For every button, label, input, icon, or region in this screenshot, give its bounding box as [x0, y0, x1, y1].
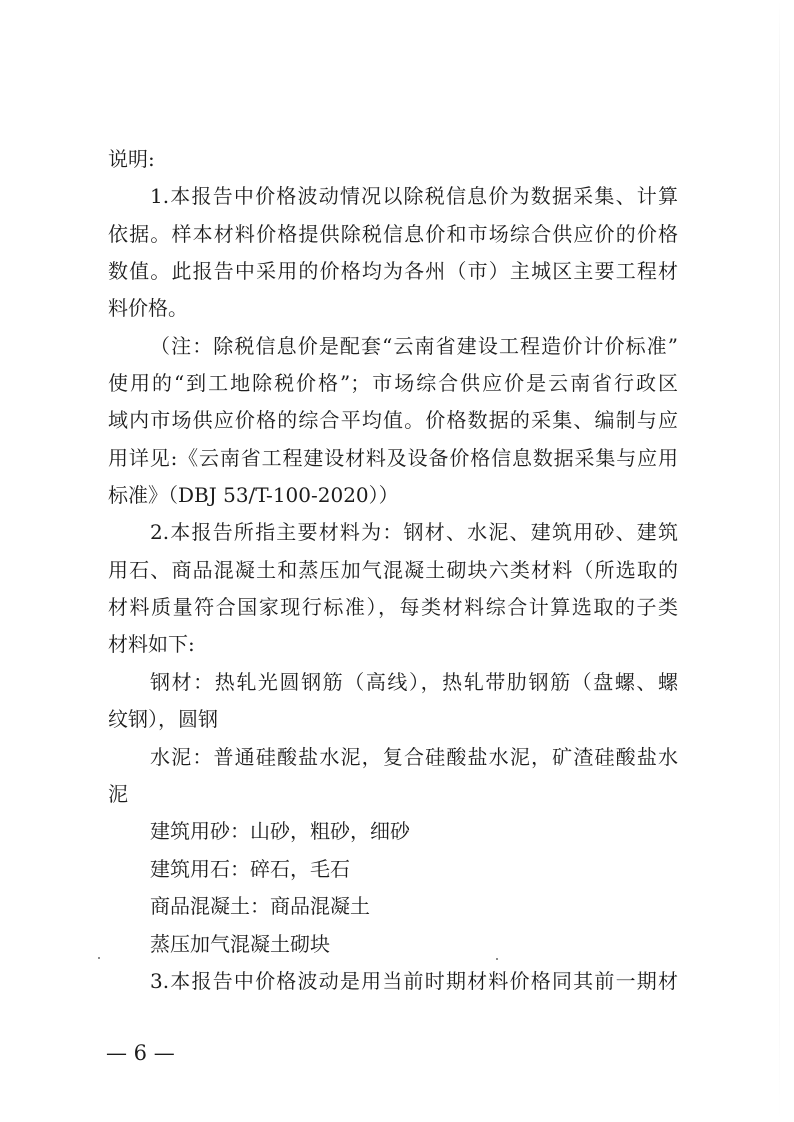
paragraph-line: 域内市场供应价格的综合平均值。价格数据的采集、编制与应 — [108, 408, 678, 432]
material-line-cement: 水泥：普通硅酸盐水泥，复合硅酸盐水泥，矿渣硅酸盐水 — [150, 745, 678, 769]
paragraph-line: 用石、商品混凝土和蒸压加气混凝土砌块六类材料（所选取的 — [108, 558, 678, 582]
paragraph-line: 使用的“到工地除税价格”；市场综合供应价是云南省行政区 — [108, 371, 678, 395]
paragraph-line: 3.本报告中价格波动是用当前时期材料价格同其前一期材 — [150, 969, 678, 993]
material-line-concrete: 商品混凝土：商品混凝土 — [150, 894, 370, 918]
scan-speck — [496, 958, 498, 960]
scan-speck — [98, 957, 100, 959]
paragraph-line: 依据。样本材料价格提供除税信息价和市场综合供应价的价格 — [108, 222, 678, 246]
paragraph-line: 材料质量符合国家现行标准），每类材料综合计算选取的子类 — [108, 595, 678, 619]
scan-edge-shadow — [779, 0, 780, 1122]
paragraph-line: 数值。此报告中采用的价格均为各州（市）主城区主要工程材 — [108, 259, 678, 283]
material-line-steel-cont: 纹钢），圆钢 — [108, 707, 218, 731]
material-line-sand: 建筑用砂：山砂，粗砂，细砂 — [150, 819, 410, 843]
paragraph-line: 材料如下: — [108, 632, 195, 656]
paragraph-line: 料价格。 — [108, 296, 188, 320]
paragraph-line: 2.本报告所指主要材料为：钢材、水泥、建筑用砂、建筑 — [150, 520, 678, 544]
material-line-steel: 钢材：热轧光圆钢筋（高线），热轧带肋钢筋（盘螺、螺 — [150, 670, 678, 694]
paragraph-line: （注：除税信息价是配套“云南省建设工程造价计价标准” — [150, 334, 678, 358]
paragraph-line: 用详见:《云南省工程建设材料及设备价格信息数据采集与应用 — [108, 446, 678, 470]
material-line-stone: 建筑用石：碎石，毛石 — [150, 857, 350, 881]
paragraph-line: 标准》（DBJ 53/T-100-2020）） — [108, 483, 399, 507]
paragraph-line: 1.本报告中价格波动情况以除税信息价为数据采集、计算 — [150, 184, 678, 208]
section-heading: 说明: — [108, 147, 155, 171]
material-line-cement-cont: 泥 — [108, 782, 128, 806]
page-number: — 6 — — [106, 1041, 175, 1065]
material-line-block: 蒸压加气混凝土砌块 — [150, 932, 330, 956]
